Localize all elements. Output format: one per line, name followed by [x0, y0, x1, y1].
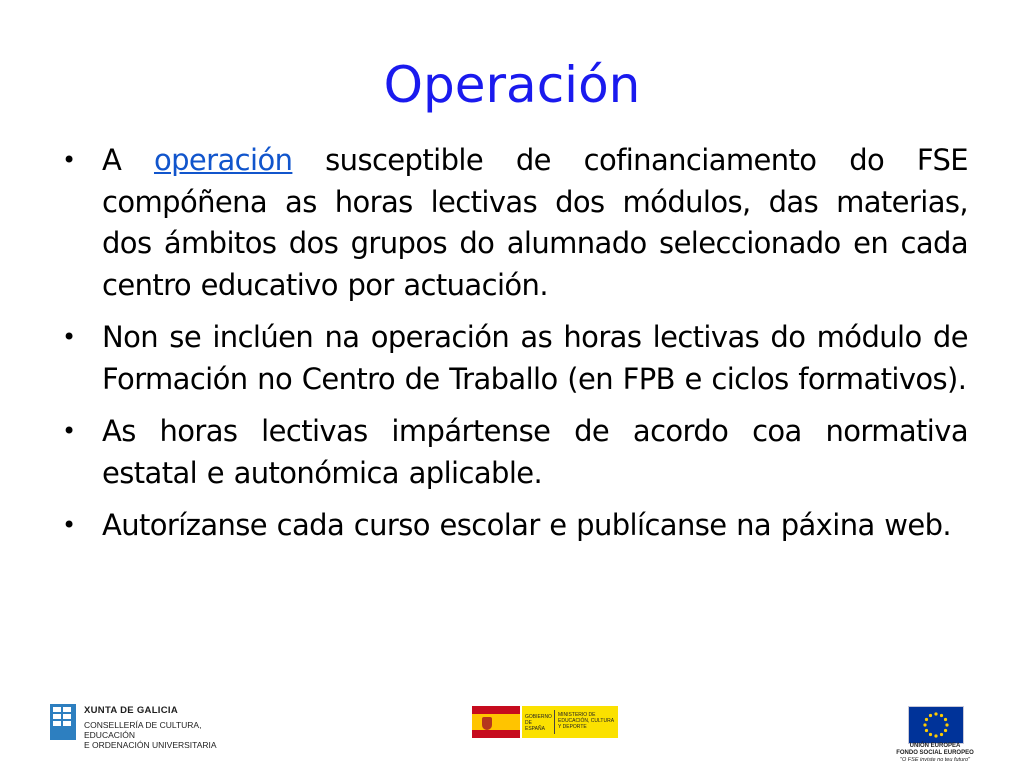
- bullet-item-2: [62, 317, 968, 400]
- bullet-item-4: [62, 505, 968, 547]
- xunta-name: XUNTA DE GALICIA: [84, 705, 178, 716]
- eu-stars-icon: [909, 707, 963, 743]
- xunta-logo: [50, 704, 250, 750]
- bullet-item-1: [62, 140, 968, 306]
- eu-star-icon: [944, 729, 947, 732]
- eu-star-icon: [934, 712, 937, 715]
- bullet-4-text: Autorízanse cada curso escolar e publícanse na páxina web.: [102, 508, 952, 542]
- slide-title: Operación: [383, 56, 641, 114]
- eu-star-icon: [929, 714, 932, 717]
- eu-star-icon: [945, 723, 948, 726]
- gobierno-divider: [554, 710, 555, 734]
- xunta-dept-line2: E ORDENACIÓN UNIVERSITARIA: [84, 740, 217, 750]
- eu-slogan-text: "O FSE inviste no teu futuro": [900, 757, 970, 763]
- eu-logo: [870, 700, 990, 762]
- eu-flag-icon: [908, 706, 964, 744]
- bullet-2-text: Non se inclúen na operación as horas lectivas do módulo de Formación no Centro de Traballo (en FPB e ciclos formativos).: [102, 320, 968, 396]
- gobierno-text: GOBIERNO DE ESPAÑA: [525, 714, 552, 732]
- bullet-dot-icon: •: [62, 323, 76, 351]
- bullet-3-text: As horas lectivas impártense de acordo coa normativa estatal e autonómica aplicable.: [102, 414, 968, 490]
- bullet-dot-icon: •: [62, 417, 76, 445]
- gobierno-logo: [472, 704, 618, 740]
- ministerio-text: MINISTERIO DE EDUCACIÓN, CULTURA Y DEPORTE: [558, 712, 614, 730]
- eu-star-icon: [925, 729, 928, 732]
- eu-star-icon: [929, 733, 932, 736]
- spain-flag-icon: [472, 706, 520, 738]
- eu-star-icon: [934, 734, 937, 737]
- xunta-dept-line1: CONSELLERÍA DE CULTURA, EDUCACIÓN: [84, 720, 202, 740]
- eu-star-icon: [923, 723, 926, 726]
- bullet-1-prefix: A: [102, 143, 154, 177]
- eu-fund-text: FONDO SOCIAL EUROPEO: [896, 750, 974, 756]
- bullet-item-3: [62, 411, 968, 494]
- gobierno-panel: [522, 706, 618, 738]
- eu-star-icon: [944, 718, 947, 721]
- eu-union-text: UNIÓN EUROPEA: [909, 743, 961, 749]
- galicia-shield-icon: [50, 704, 76, 740]
- eu-star-icon: [940, 714, 943, 717]
- operacion-link[interactable]: operación: [153, 143, 293, 177]
- spain-crest-icon: [482, 717, 492, 730]
- bullet-list: [62, 140, 968, 558]
- bullet-1-text: susceptible de cofinanciamento do FSE compóñena as horas lectivas dos módulos, das materias, dos ámbitos dos grupos do alumnado seleccionado en cada centro educativo por actuación.: [102, 143, 968, 302]
- bullet-dot-icon: •: [62, 511, 76, 539]
- bullet-dot-icon: •: [62, 146, 76, 174]
- eu-star-icon: [940, 733, 943, 736]
- eu-star-icon: [925, 718, 928, 721]
